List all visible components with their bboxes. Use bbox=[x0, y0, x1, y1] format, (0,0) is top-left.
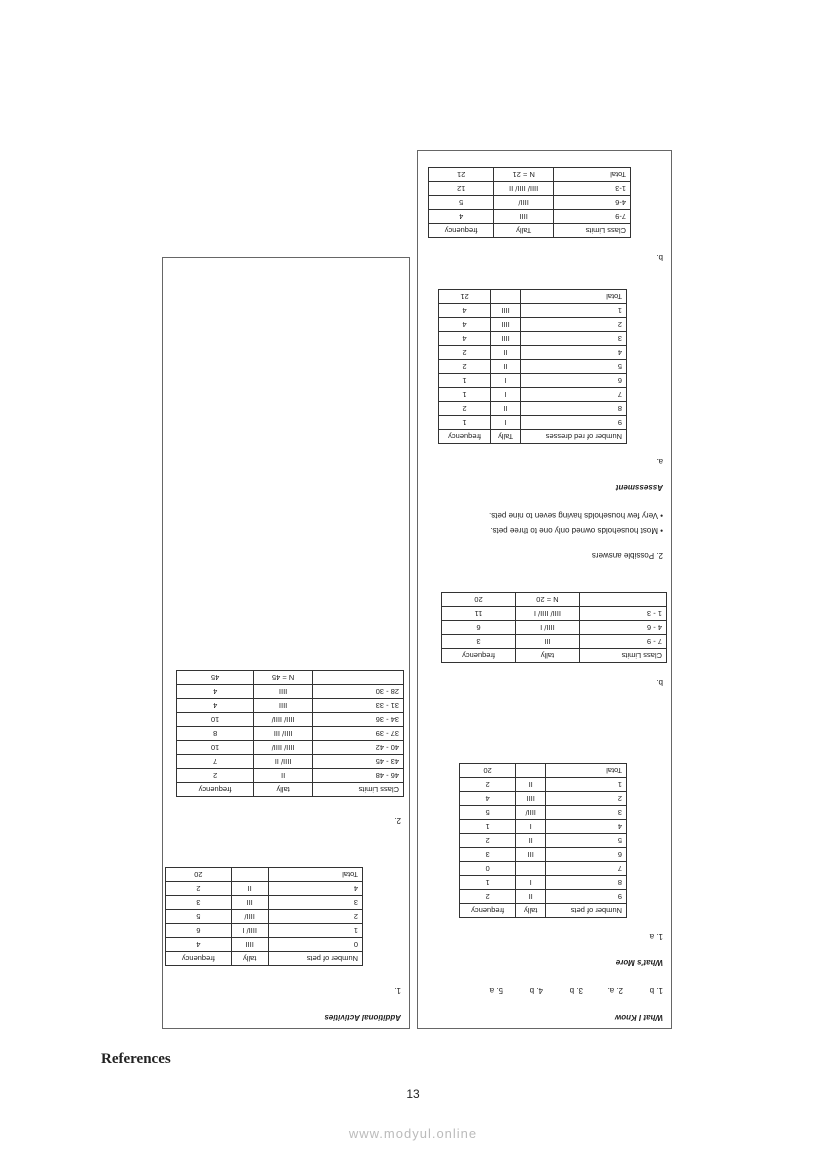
table-cell: 5 bbox=[460, 806, 516, 820]
answer: 5. a bbox=[489, 986, 503, 995]
table-cell: 12 bbox=[429, 182, 494, 196]
table-cell: 21 bbox=[439, 290, 491, 304]
table-cell: 2 bbox=[166, 882, 232, 896]
table-cell: 34 - 36 bbox=[312, 713, 403, 727]
table-cell: IIII bbox=[491, 332, 521, 346]
table-cell: Total bbox=[546, 764, 627, 778]
table-cell: 6 bbox=[546, 848, 627, 862]
table-cell: II bbox=[491, 360, 521, 374]
table-row bbox=[460, 862, 627, 876]
table-row bbox=[166, 868, 363, 882]
table-row bbox=[439, 304, 627, 318]
table-cell: 2 bbox=[460, 778, 516, 792]
table-cell: 4 bbox=[546, 820, 627, 834]
table-row bbox=[460, 778, 627, 792]
table-row bbox=[177, 769, 404, 783]
table-cell: IIII/ IIII/ II bbox=[494, 182, 554, 196]
item-label: b. bbox=[656, 678, 663, 687]
table-cell: 8 bbox=[520, 402, 626, 416]
table-cell: II bbox=[516, 834, 546, 848]
table-row bbox=[166, 924, 363, 938]
answer: 1. b bbox=[649, 986, 663, 995]
table-row bbox=[166, 910, 363, 924]
table-cell: 6 bbox=[442, 621, 516, 635]
table-row bbox=[442, 621, 667, 635]
answers-row bbox=[463, 986, 663, 995]
answer: 2. a. bbox=[607, 986, 623, 995]
item-label: 2. bbox=[394, 816, 401, 825]
table-cell: 2 bbox=[439, 402, 491, 416]
table-cell bbox=[516, 862, 546, 876]
table-cell: IIII/ IIII/ I bbox=[516, 607, 580, 621]
table-cell: 1 bbox=[460, 820, 516, 834]
table-row bbox=[177, 685, 404, 699]
table-cell: 3 bbox=[520, 332, 626, 346]
table-cell: IIII/ III bbox=[254, 727, 313, 741]
table-cell: N = 21 bbox=[494, 168, 554, 182]
page-number: 13 bbox=[406, 1087, 420, 1101]
table-row bbox=[177, 727, 404, 741]
table-cell: 40 - 42 bbox=[312, 741, 403, 755]
table-row bbox=[177, 713, 404, 727]
table-row bbox=[439, 416, 627, 430]
table-cell: 3 bbox=[268, 896, 362, 910]
table-cell: II bbox=[231, 882, 268, 896]
table-cell: IIII/ bbox=[494, 196, 554, 210]
what-i-know-heading: What I Know bbox=[615, 1013, 663, 1022]
table-cell bbox=[491, 290, 521, 304]
table-cell: 7-9 bbox=[553, 210, 630, 224]
table-cell: 2 bbox=[520, 318, 626, 332]
table-cell: III bbox=[231, 896, 268, 910]
table-cell: 7 bbox=[520, 388, 626, 402]
table-cell: N = 45 bbox=[254, 671, 313, 685]
table-cell: 4 bbox=[520, 346, 626, 360]
table-cell: IIII/ IIII/ bbox=[254, 741, 313, 755]
column-header: Class Limits bbox=[579, 649, 666, 663]
table-cell: 1 bbox=[268, 924, 362, 938]
table-cell: I bbox=[491, 388, 521, 402]
table-cell: IIII bbox=[231, 938, 268, 952]
table-cell: IIII/ bbox=[516, 806, 546, 820]
column-header: frequency bbox=[439, 430, 491, 444]
table-cell: 21 bbox=[429, 168, 494, 182]
header-row bbox=[166, 952, 363, 966]
header-row bbox=[460, 904, 627, 918]
table-row bbox=[439, 388, 627, 402]
table-cell: IIII bbox=[254, 699, 313, 713]
column-header: Class Limits bbox=[312, 783, 403, 797]
table-cell: 3 bbox=[442, 635, 516, 649]
table-row bbox=[460, 764, 627, 778]
table-row bbox=[460, 890, 627, 904]
table-cell bbox=[579, 593, 666, 607]
table-cell: 1 - 3 bbox=[579, 607, 666, 621]
table-cell: 5 bbox=[429, 196, 494, 210]
table-cell: 3 bbox=[460, 848, 516, 862]
header-row bbox=[442, 649, 667, 663]
item-label: a. bbox=[656, 457, 663, 466]
table-cell: 4 - 6 bbox=[579, 621, 666, 635]
answer-key-panel bbox=[417, 150, 672, 1029]
column-header: frequency bbox=[460, 904, 516, 918]
table-cell: 1 bbox=[460, 876, 516, 890]
bullet-text: Very few households having seven to nine pets. bbox=[488, 511, 658, 520]
table-cell: 3 bbox=[546, 806, 627, 820]
table-cell: 8 bbox=[177, 727, 254, 741]
table-row bbox=[460, 834, 627, 848]
table-cell: 37 - 39 bbox=[312, 727, 403, 741]
table-row bbox=[439, 290, 627, 304]
table-cell: 5 bbox=[166, 910, 232, 924]
table-cell: 6 bbox=[166, 924, 232, 938]
table-cell: 1 bbox=[520, 304, 626, 318]
table-cell: I bbox=[491, 374, 521, 388]
table-cell: 2 bbox=[460, 834, 516, 848]
table-row bbox=[177, 741, 404, 755]
table-cell: 1-3 bbox=[553, 182, 630, 196]
header-row bbox=[429, 224, 631, 238]
table-row bbox=[177, 755, 404, 769]
additional-activities-panel bbox=[162, 257, 410, 1029]
item-label: 1. bbox=[394, 986, 401, 995]
table-cell: 43 - 45 bbox=[312, 755, 403, 769]
table-cell: 1 bbox=[439, 374, 491, 388]
table-cell: II bbox=[491, 402, 521, 416]
table-cell: II bbox=[516, 890, 546, 904]
table-cell: 10 bbox=[177, 741, 254, 755]
table-cell: 4 bbox=[439, 332, 491, 346]
table-cell: 2 bbox=[439, 346, 491, 360]
pets-frequency-table bbox=[165, 867, 363, 966]
table-cell: 4 bbox=[166, 938, 232, 952]
table-cell: 2 bbox=[439, 360, 491, 374]
table-cell: 3 bbox=[166, 896, 232, 910]
table-cell: II bbox=[516, 778, 546, 792]
column-header: tally bbox=[254, 783, 313, 797]
table-cell: 2 bbox=[460, 890, 516, 904]
table-cell: 20 bbox=[460, 764, 516, 778]
table-cell: 7 bbox=[177, 755, 254, 769]
table-row bbox=[429, 210, 631, 224]
table-cell: N = 20 bbox=[516, 593, 580, 607]
table-row bbox=[177, 699, 404, 713]
header-row bbox=[177, 783, 404, 797]
column-header: frequency bbox=[429, 224, 494, 238]
column-header: Number of red dresses bbox=[520, 430, 626, 444]
table-row bbox=[439, 346, 627, 360]
table-cell: I bbox=[516, 876, 546, 890]
table-cell: IIII/ II bbox=[254, 755, 313, 769]
table-cell: 20 bbox=[166, 868, 232, 882]
table-cell: 5 bbox=[520, 360, 626, 374]
table-cell: 11 bbox=[442, 607, 516, 621]
table-cell: 46 - 48 bbox=[312, 769, 403, 783]
answer: 4. b bbox=[529, 986, 543, 995]
table-row bbox=[429, 196, 631, 210]
table-cell: I bbox=[491, 416, 521, 430]
table-cell: IIII/ IIII/ bbox=[254, 713, 313, 727]
table-cell: III bbox=[516, 635, 580, 649]
table-cell: 2 bbox=[546, 792, 627, 806]
table-cell: 9 bbox=[520, 416, 626, 430]
table-cell: IIII/ I bbox=[516, 621, 580, 635]
table-cell: IIII/ bbox=[231, 910, 268, 924]
bullet: • Very few households having seven to nine pets. bbox=[488, 511, 663, 520]
table-row bbox=[166, 938, 363, 952]
item-label: 1. a bbox=[649, 932, 663, 941]
table-row bbox=[439, 402, 627, 416]
column-header: Class Limits bbox=[553, 224, 630, 238]
table-cell: IIII/ I bbox=[231, 924, 268, 938]
column-header: frequency bbox=[442, 649, 516, 663]
table-row bbox=[177, 671, 404, 685]
bullet-text: Most households owned only one to three pets. bbox=[490, 526, 658, 535]
table-cell bbox=[312, 671, 403, 685]
table-cell: 1 bbox=[439, 416, 491, 430]
table-row bbox=[439, 374, 627, 388]
table-cell: IIII bbox=[516, 792, 546, 806]
watermark: www.modyul.online bbox=[348, 1126, 478, 1141]
table-cell: 2 bbox=[177, 769, 254, 783]
table-cell: 1 bbox=[546, 778, 627, 792]
class-limits-table-2 bbox=[428, 167, 631, 238]
table-cell: Total bbox=[520, 290, 626, 304]
table-cell: 4 bbox=[460, 792, 516, 806]
table-cell: 5 bbox=[546, 834, 627, 848]
additional-activities-heading: Additional Activities bbox=[324, 1013, 401, 1022]
table-cell: 2 bbox=[268, 910, 362, 924]
table-cell: 9 bbox=[546, 890, 627, 904]
table-cell: 7 - 9 bbox=[579, 635, 666, 649]
column-header: frequency bbox=[177, 783, 254, 797]
table-cell: 4 bbox=[429, 210, 494, 224]
table-row bbox=[429, 168, 631, 182]
table-row bbox=[442, 593, 667, 607]
column-header: Tally bbox=[494, 224, 554, 238]
table-cell: I bbox=[516, 820, 546, 834]
table-row bbox=[439, 360, 627, 374]
column-header: Tally bbox=[491, 430, 521, 444]
table-row bbox=[460, 876, 627, 890]
table-cell: 1 bbox=[439, 388, 491, 402]
column-header: Number of pets bbox=[546, 904, 627, 918]
table-row bbox=[166, 896, 363, 910]
column-header: Number of pets bbox=[268, 952, 362, 966]
table-cell bbox=[231, 868, 268, 882]
table-cell: IIII bbox=[491, 304, 521, 318]
pets-frequency-table bbox=[459, 763, 627, 918]
table-cell: Total bbox=[268, 868, 362, 882]
answer: 3. b bbox=[569, 986, 583, 995]
table-row bbox=[429, 182, 631, 196]
header-row bbox=[439, 430, 627, 444]
table-row bbox=[460, 848, 627, 862]
column-header: tally bbox=[516, 649, 580, 663]
table-row bbox=[166, 882, 363, 896]
references-heading: References bbox=[101, 1051, 171, 1067]
table-cell: IIII bbox=[491, 318, 521, 332]
table-row bbox=[439, 318, 627, 332]
table-cell: III bbox=[516, 848, 546, 862]
table-cell: 4 bbox=[439, 304, 491, 318]
item-label: b. bbox=[656, 253, 663, 262]
possible-answers-label: 2. Possible answers bbox=[591, 551, 663, 560]
whats-more-heading: What's More bbox=[615, 958, 663, 967]
table-row bbox=[460, 792, 627, 806]
column-header: tally bbox=[231, 952, 268, 966]
table-cell: II bbox=[491, 346, 521, 360]
table-cell: 10 bbox=[177, 713, 254, 727]
table-cell: IIII bbox=[254, 685, 313, 699]
table-cell: 20 bbox=[442, 593, 516, 607]
table-cell: IIII bbox=[494, 210, 554, 224]
table-cell: 4 bbox=[268, 882, 362, 896]
table-cell: 4-6 bbox=[553, 196, 630, 210]
table-cell: Total bbox=[553, 168, 630, 182]
table-row bbox=[442, 607, 667, 621]
table-row bbox=[460, 820, 627, 834]
class-limits-table bbox=[441, 592, 667, 663]
table-cell: 45 bbox=[177, 671, 254, 685]
column-header: frequency bbox=[166, 952, 232, 966]
table-cell: 7 bbox=[546, 862, 627, 876]
table-row bbox=[460, 806, 627, 820]
table-row bbox=[439, 332, 627, 346]
class-limits-table bbox=[176, 670, 404, 797]
assessment-heading: Assessment bbox=[615, 483, 663, 492]
column-header: tally bbox=[516, 904, 546, 918]
table-cell: 4 bbox=[177, 699, 254, 713]
table-cell: II bbox=[254, 769, 313, 783]
table-cell: 28 - 30 bbox=[312, 685, 403, 699]
red-dresses-table bbox=[438, 289, 627, 444]
table-cell: 0 bbox=[460, 862, 516, 876]
bullet: • Most households owned only one to three pets. bbox=[490, 526, 663, 535]
table-cell: 0 bbox=[268, 938, 362, 952]
table-cell: 31 - 33 bbox=[312, 699, 403, 713]
table-cell bbox=[516, 764, 546, 778]
table-cell: 6 bbox=[520, 374, 626, 388]
table-row bbox=[442, 635, 667, 649]
table-cell: 4 bbox=[439, 318, 491, 332]
table-cell: 4 bbox=[177, 685, 254, 699]
table-cell: 8 bbox=[546, 876, 627, 890]
